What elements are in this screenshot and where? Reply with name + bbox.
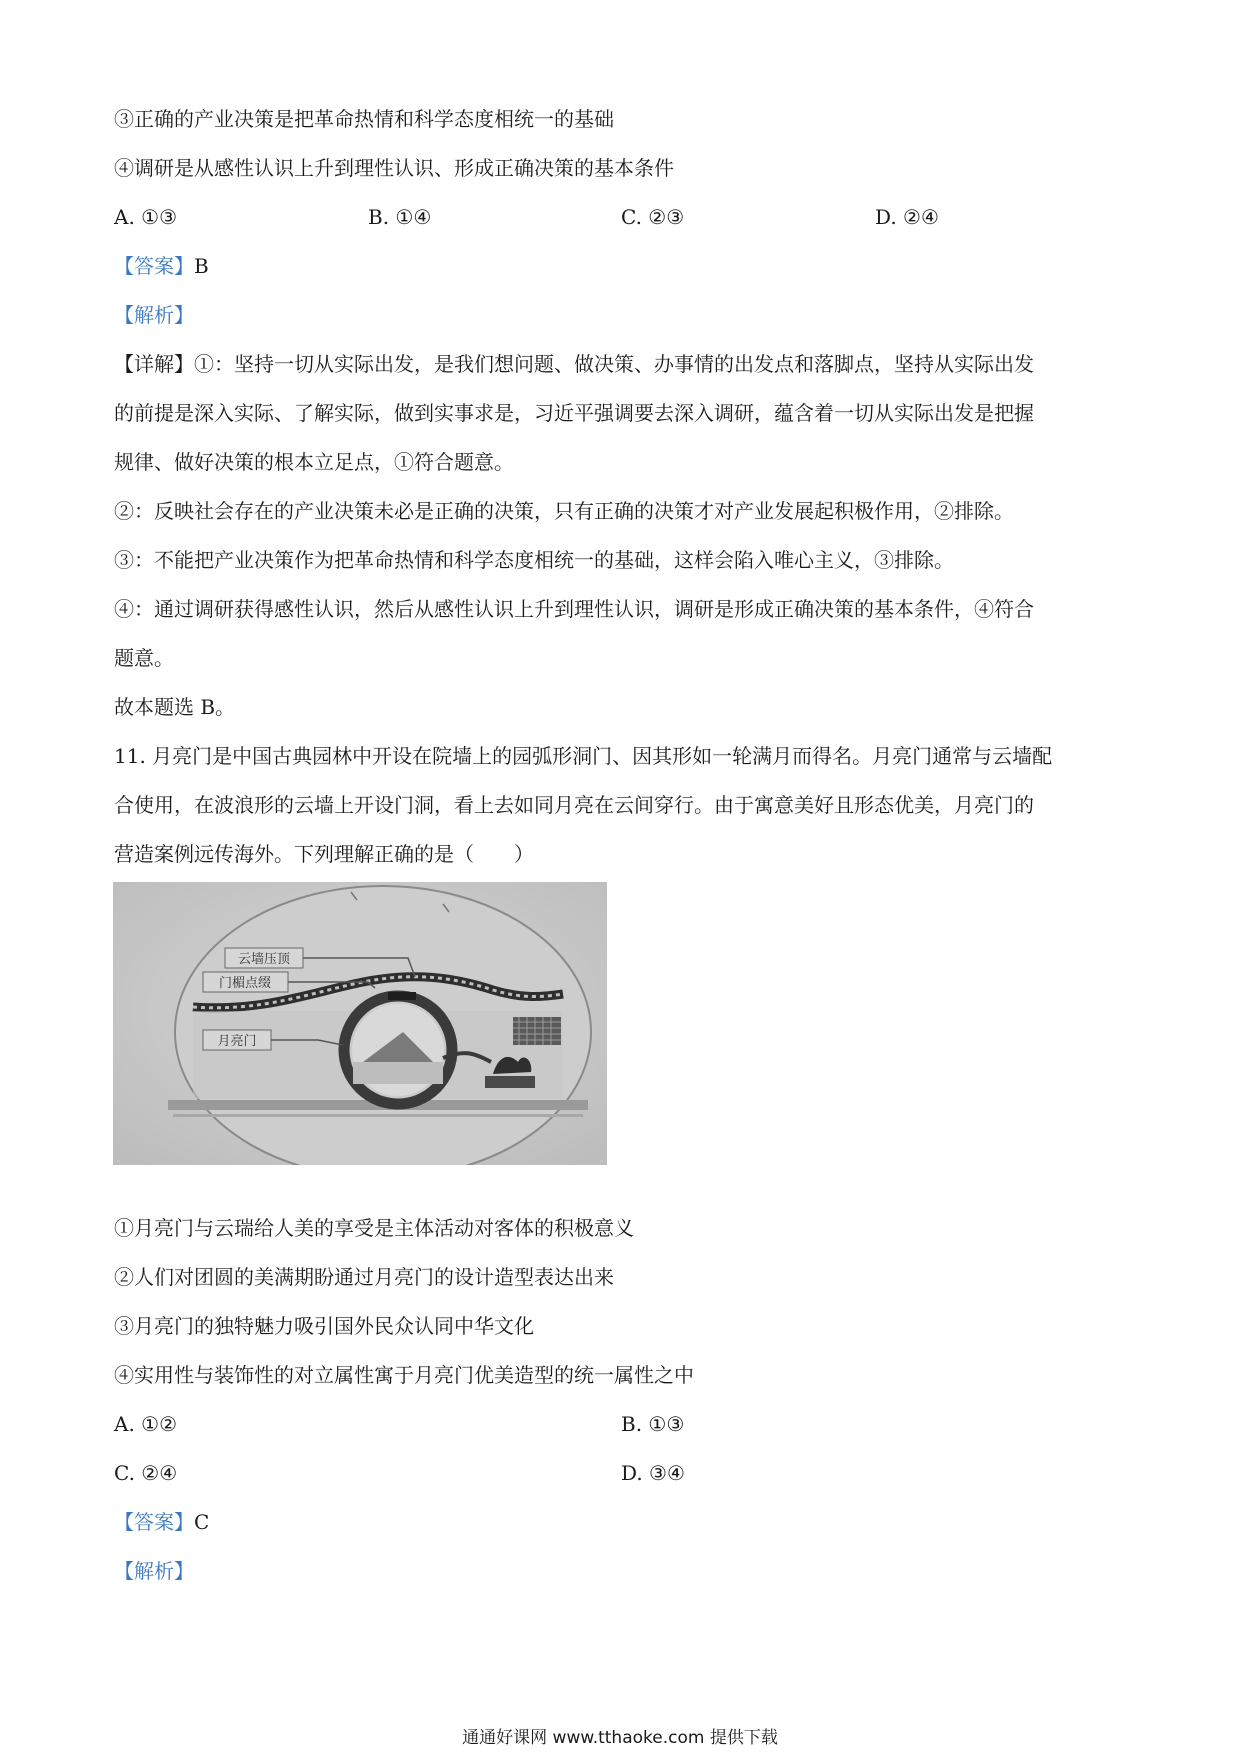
q11-item-1: ①月亮门与云瑞给人美的享受是主体活动对客体的积极意义	[114, 1216, 634, 1240]
q11-stem-line-2: 合使用，在波浪形的云墙上开设门洞，看上去如同月亮在云间穿行。由于寓意美好且形态优美，月亮门的	[114, 793, 1034, 817]
q11-item-4: ④实用性与装饰性的对立属性寓于月亮门优美造型的统一属性之中	[114, 1363, 694, 1387]
q10-detail-line-7: 题意。	[114, 646, 174, 670]
page-footer: 通通好课网 www.tthaoke.com 提供下载	[462, 1728, 778, 1748]
q10-detail-line-1	[114, 349, 1034, 379]
q11-answer	[114, 1507, 209, 1537]
q11-option-a: A. ①②	[114, 1412, 178, 1436]
answer-value: B	[194, 254, 209, 278]
detail-text: ①：坚持一切从实际出发，是我们想问题、做决策、办事情的出发点和落脚点，坚持从实际出发	[194, 352, 1034, 376]
label-lintel: 门楣点缀	[218, 976, 272, 991]
label-cloud-wall-top: 云墙压顶	[237, 952, 291, 967]
label-moon-gate: 月亮门	[217, 1034, 257, 1049]
q10-detail-line-2: 的前提是深入实际、了解实际，做到实事求是，习近平强调要去深入调研，蕴含着一切从实际出发是把握	[114, 401, 1034, 425]
q10-option-d: D. ②④	[875, 205, 939, 229]
q10-detail-line-5: ③：不能把产业决策作为把革命热情和科学态度相统一的基础，这样会陷入唯心主义，③排除。	[114, 548, 954, 572]
moon-gate-illustration	[113, 882, 607, 1165]
q11-analysis-label: 【解析】	[114, 1559, 194, 1583]
q10-option-a: A. ①③	[114, 205, 178, 229]
q10-option-c: C. ②③	[621, 205, 685, 229]
q11-option-d: D. ③④	[621, 1461, 685, 1485]
q11-stem-line-3: 营造案例远传海外。下列理解正确的是（ ）	[114, 842, 534, 866]
q11-option-c: C. ②④	[114, 1461, 178, 1485]
moon-gate-figure	[113, 882, 607, 1165]
detail-label: 【详解】	[114, 352, 194, 376]
q10-item-4: ④调研是从感性认识上升到理性认识、形成正确决策的基本条件	[114, 156, 674, 180]
q10-detail-line-6: ④：通过调研获得感性认识，然后从感性认识上升到理性认识，调研是形成正确决策的基本条件，④符合	[114, 597, 1034, 621]
q11-option-b: B. ①③	[621, 1412, 685, 1436]
q11-item-3: ③月亮门的独特魅力吸引国外民众认同中华文化	[114, 1314, 534, 1338]
q11-stem-line-1: 11. 月亮门是中国古典园林中开设在院墙上的园弧形洞门、因其形如一轮满月而得名。月亮门通常与云墙配	[114, 744, 1053, 768]
q11-item-2: ②人们对团圆的美满期盼通过月亮门的设计造型表达出来	[114, 1265, 614, 1289]
q10-detail-line-4: ②：反映社会存在的产业决策未必是正确的决策，只有正确的决策才对产业发展起积极作用，②排除。	[114, 499, 1014, 523]
q10-answer	[114, 251, 209, 281]
answer-label: 【答案】	[114, 1510, 194, 1534]
answer-value: C	[194, 1510, 210, 1534]
answer-label: 【答案】	[114, 254, 194, 278]
q10-option-b: B. ①④	[368, 205, 432, 229]
q10-detail-line-3: 规律、做好决策的根本立足点，①符合题意。	[114, 450, 514, 474]
q10-conclusion: 故本题选 B。	[114, 695, 236, 719]
q10-analysis-label: 【解析】	[114, 303, 194, 327]
lattice-window	[513, 1017, 561, 1045]
q10-item-3: ③正确的产业决策是把革命热情和科学态度相统一的基础	[114, 107, 614, 131]
